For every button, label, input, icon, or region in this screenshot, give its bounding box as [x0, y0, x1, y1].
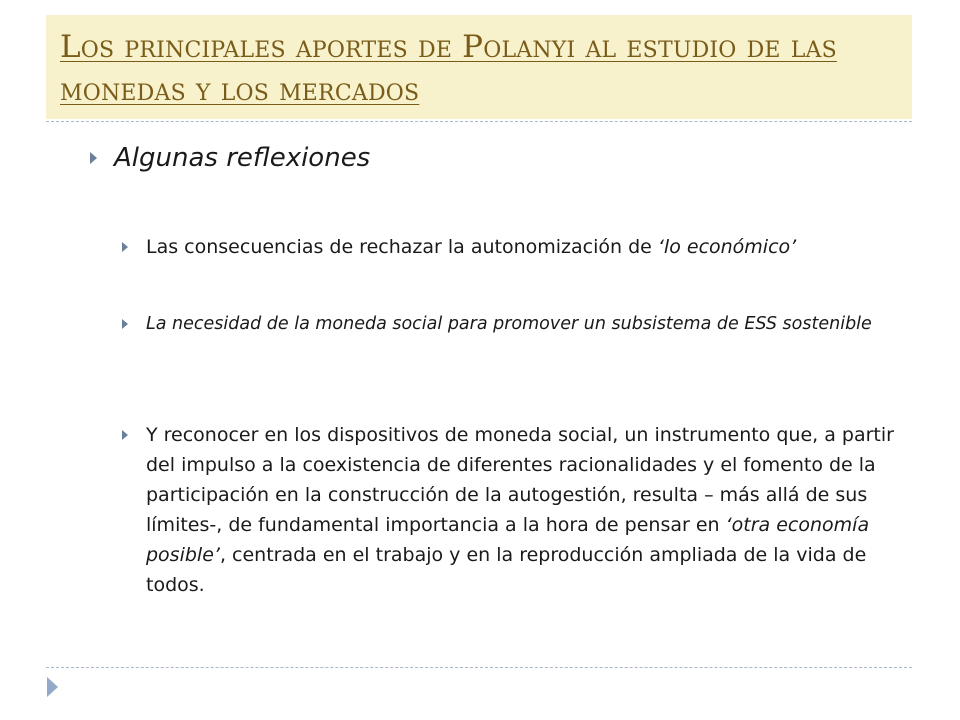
bullet-item-3 — [146, 420, 912, 600]
bottom-divider — [46, 667, 912, 668]
bullet-triangle-icon — [122, 430, 128, 440]
slide-title: Los principales aportes de Polanyi al estudio de las monedas y los mercados — [60, 29, 837, 108]
corner-triangle-icon — [47, 677, 58, 697]
bullet-triangle-icon — [122, 319, 128, 329]
bullet-item-1-text: Las consecuencias de rechazar la autonomización de — [146, 236, 658, 258]
bullet-item-1 — [146, 232, 912, 262]
bullet-item-3-text-a: Y reconocer en los dispositivos de moneda social, un instrumento que, a partir del impulso a la coexistencia de diferentes racionalidades y el fomento de la participación en la construcción de la autogestión, resulta – más allá de sus límites-, de fundamental importancia a la hora de pensar en — [146, 424, 894, 536]
bullet-item-3-quote: ‘otra economía posible’ — [146, 514, 870, 566]
bullet-triangle-icon — [90, 152, 97, 164]
bullet-item-2 — [146, 309, 912, 339]
bullet-item-2-text: La necesidad de la moneda social para promover un subsistema de ESS sostenible — [146, 314, 872, 334]
top-divider — [46, 121, 912, 122]
bullet-item-1-quote: ‘lo económico’ — [657, 236, 797, 258]
slide-heading: Algunas reflexiones — [114, 143, 371, 173]
bullet-triangle-icon — [122, 242, 128, 252]
bullet-item-3-text-b: , centrada en el trabajo y en la reproducción ampliada de la vida de todos. — [146, 544, 867, 596]
